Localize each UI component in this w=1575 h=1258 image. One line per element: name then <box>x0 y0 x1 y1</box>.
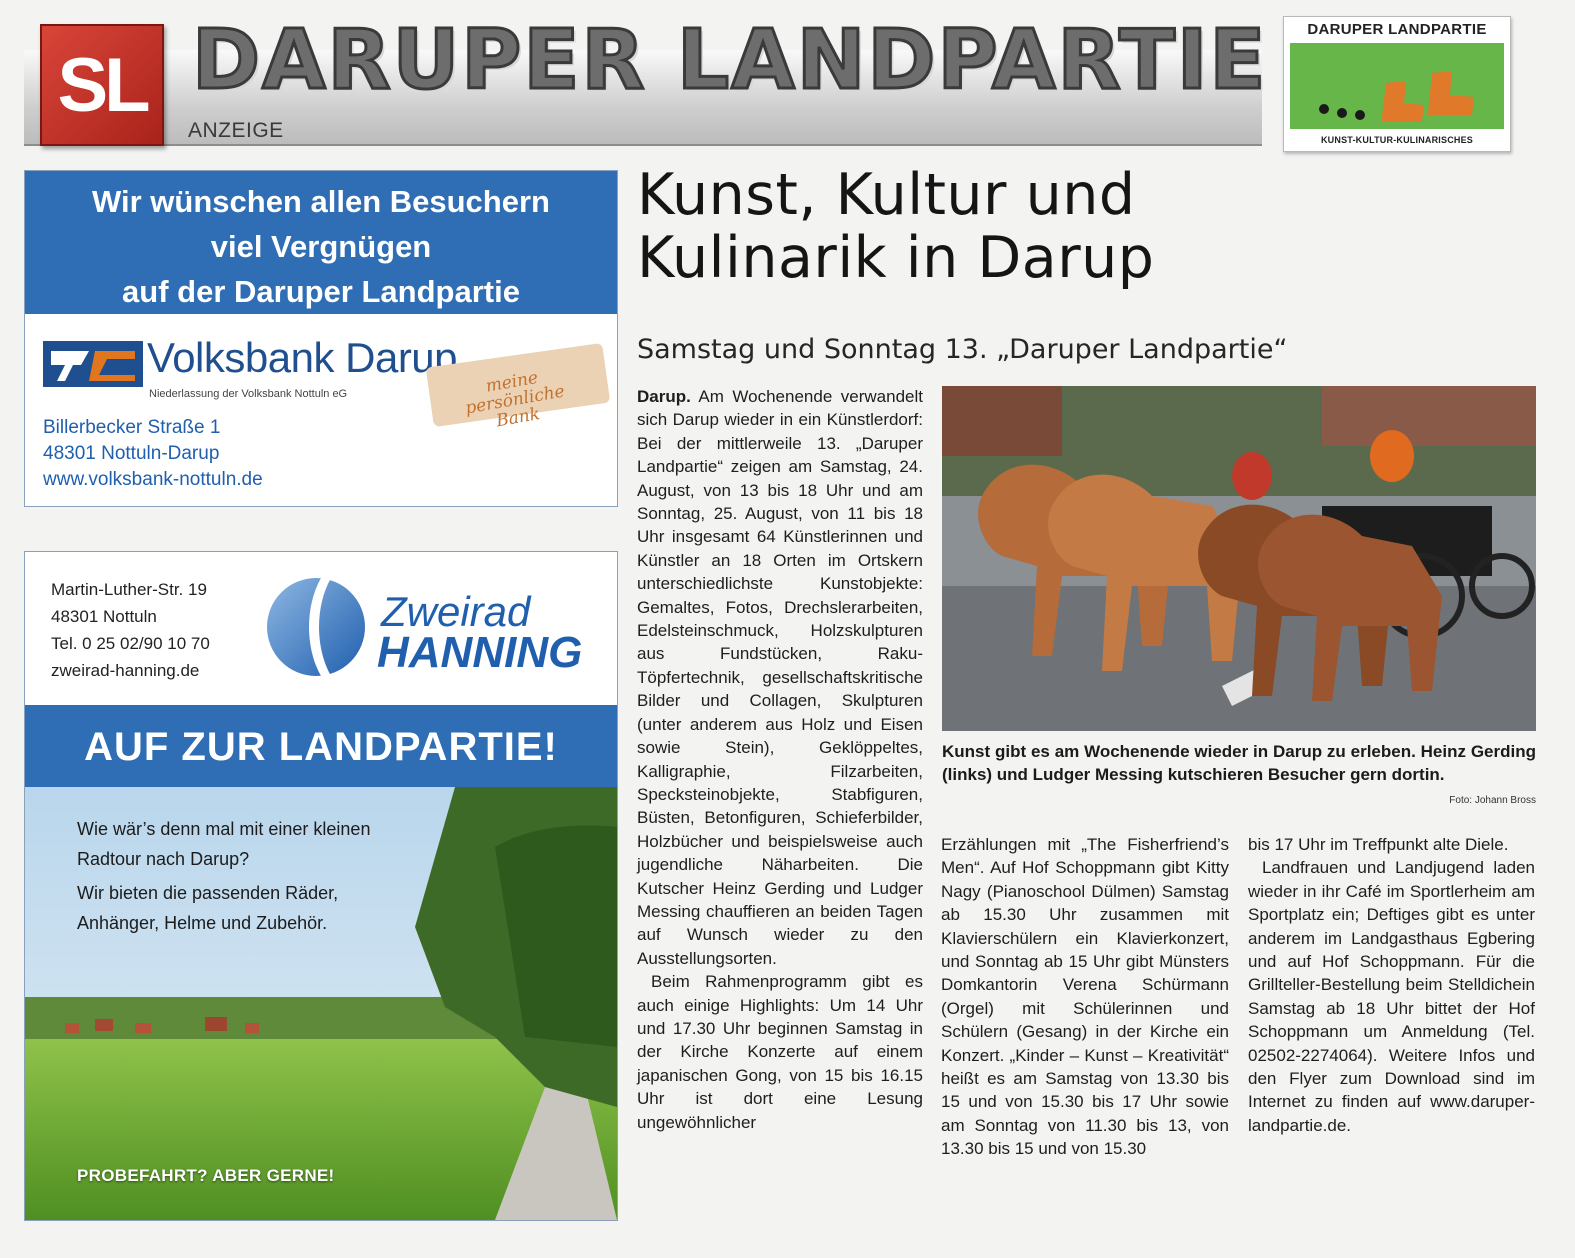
sl-logo-text: SL <box>57 42 147 128</box>
article-photo <box>942 386 1536 731</box>
volksbank-address <box>43 415 263 493</box>
zweirad-city: 48301 Nottuln <box>51 607 157 626</box>
article-paragraph: bis 17 Uhr im Treffpunkt alte Diele. <box>1248 835 1509 854</box>
sl-logo <box>40 24 164 146</box>
volksbank-banner <box>25 171 617 314</box>
volksbank-slogan: meine persönliche Bank <box>463 367 567 432</box>
volksbank-banner-text: Wir wünschen allen Besuchern viel Vergnügen auf der Daruper Landpartie <box>92 184 550 309</box>
landpartie-logo <box>1283 16 1511 152</box>
zweirad-ad-copy <box>77 814 377 942</box>
zweirad-logo-line2: HANNING <box>377 628 583 677</box>
article-paragraph: Landfrauen und Landjugend laden wieder in ihr Café im Sportlerheim am Sportplatz ein; Deftiges gibt es unter anderem im Landgasthaus Egbering und auf Hof Schoppmann. Für die Grillteller-Bestellung beim Stelldichein Samstag ab 18 Uhr bittet der Hof Schoppmann um Anmeldung (Tel. 02502-2274064). Weitere Infos und den Flyer zum Download sind im Internet zu finden auf www.daruper-landpartie.de. <box>1248 858 1535 1135</box>
landpartie-logo-title: DARUPER LANDPARTIE <box>1307 21 1487 38</box>
volksbank-subline: Niederlassung der Volksbank Nottuln eG <box>149 388 348 400</box>
zweirad-street: Martin-Luther-Str. 19 <box>51 580 207 599</box>
ad-label: ANZEIGE <box>188 119 284 142</box>
volksbank-street: Billerbecker Straße 1 <box>43 417 221 438</box>
article-headline: Kunst, Kultur und Kulinarik in Darup <box>637 162 1155 291</box>
zweirad-website[interactable]: zweirad-hanning.de <box>51 661 200 680</box>
photo-credit: Foto: Johann Bross <box>1449 795 1536 806</box>
article-paragraph <box>637 385 923 970</box>
article-column-3 <box>1248 833 1535 1137</box>
masthead-title: DARUPER LANDPARTIE <box>192 13 1268 108</box>
landpartie-banner <box>25 705 617 787</box>
photo-caption: Kunst gibt es am Wochenende wieder in Darup zu erleben. Heinz Gerding (links) und Ludger Messing kutschieren Besucher gern dortin. <box>942 742 1536 784</box>
zweirad-ad-question: Wie wär’s denn mal mit einer kleinen Radtour nach Darup? <box>77 819 371 869</box>
article-column-1 <box>637 385 923 1134</box>
volksbank-city: 48301 Nottuln-Darup <box>43 443 220 464</box>
landpartie-banner-text: AUF ZUR LANDPARTIE! <box>84 725 558 769</box>
volksbank-logo-icon <box>43 341 143 387</box>
zweirad-ad-cta: PROBEFAHRT? ABER GERNE! <box>77 1166 335 1185</box>
landpartie-logo-artwork <box>1290 43 1504 129</box>
volksbank-name: Volksbank Darup <box>147 334 458 381</box>
zweirad-phone: Tel. 0 25 02/90 10 70 <box>51 634 210 653</box>
zweirad-ad <box>24 551 618 1221</box>
article-paragraph: Erzählungen mit „The Fisherfriend’s Men“. Auf Hof Schoppmann gibt Kitty Nagy (Pianoschool Dülmen) Samstag ab 15.30 Uhr zusammen mit Klavierschülern ein Klavierkonzert, und Sonntag ab 15 Uhr gibt Münsters Domkantorin Verena Schürmann (Orgel) mit Schülerinnen und Schülern (Gesang) in der Kirche ein Konzert. „Kinder – Kunst – Kreativität“ heißt es am Samstag von 13.30 bis 15 und von 15.30 bis 17 Uhr sowie am Sonntag von 11.30 bis 13, von 13.30 bis 15 und von 15.30 <box>941 835 1229 1159</box>
article-subhead: Samstag und Sonntag 13. „Daruper Landpartie“ <box>637 334 1288 365</box>
horse-carriage-photo <box>942 386 1536 731</box>
volksbank-website[interactable]: www.volksbank-nottuln.de <box>43 469 263 490</box>
volksbank-ad <box>24 170 618 507</box>
article-dateline: Darup. <box>637 387 691 406</box>
zweirad-wheel-icon <box>261 576 371 678</box>
landpartie-logo-tagline: KUNST-KULTUR-KULINARISCHES <box>1320 135 1474 145</box>
boots-icon <box>1290 43 1504 129</box>
article-body: Am Wochenende verwandelt sich Darup wieder in ein Künstlerdorf: Bei der mittlerweile 13. „Daruper Landpartie“ zeigen am Samstag, 24. August, von 13 bis 18 Uhr und am Sonntag, 25. August, von 11 bis 18 Uhr insgesamt 64 Künstlerinnen und Künstler an 18 Orten im Ortskern unterschiedlichste Kunstobjekte: Gemaltes, Fotos, Drechslerarbeiten, Edelsteinschmuck, Holzskulpturen aus Fundstücken, Raku-Töpfertechnik, gesellschaftskritische Bilder und Collagen, Skulpturen (unter anderem aus Holz und Eisen sowie Stein), Geklöppeltes, Kalligraphie, Filzarbeiten, Specksteinobjekte, Stabfiguren, Büsten, Betonfiguren, Schieferbilder, Holzbücher und beispielsweise auch jugendliche Näharbeiten. Die Kutscher Heinz Gerding und Ludger Messing chauffieren an beiden Tagen auf Wunsch wieder zu den Ausstellungsorten. <box>637 387 923 968</box>
zweirad-address <box>51 576 210 684</box>
zweirad-logo-line1: Zweirad <box>381 588 531 635</box>
article-paragraph: Beim Rahmenprogramm gibt es auch einige Highlights: Um 14 Uhr und 17.30 Uhr beginnen Samstag in der Kirche Konzerte auf einem japanischen Gong, von 15 bis 16.15 Uhr ist dort eine Lesung ungewöhnlicher <box>637 972 923 1132</box>
article-column-2 <box>941 833 1229 1161</box>
zweirad-ad-offer: Wir bieten die passenden Räder, Anhänger, Helme und Zubehör. <box>77 883 339 933</box>
